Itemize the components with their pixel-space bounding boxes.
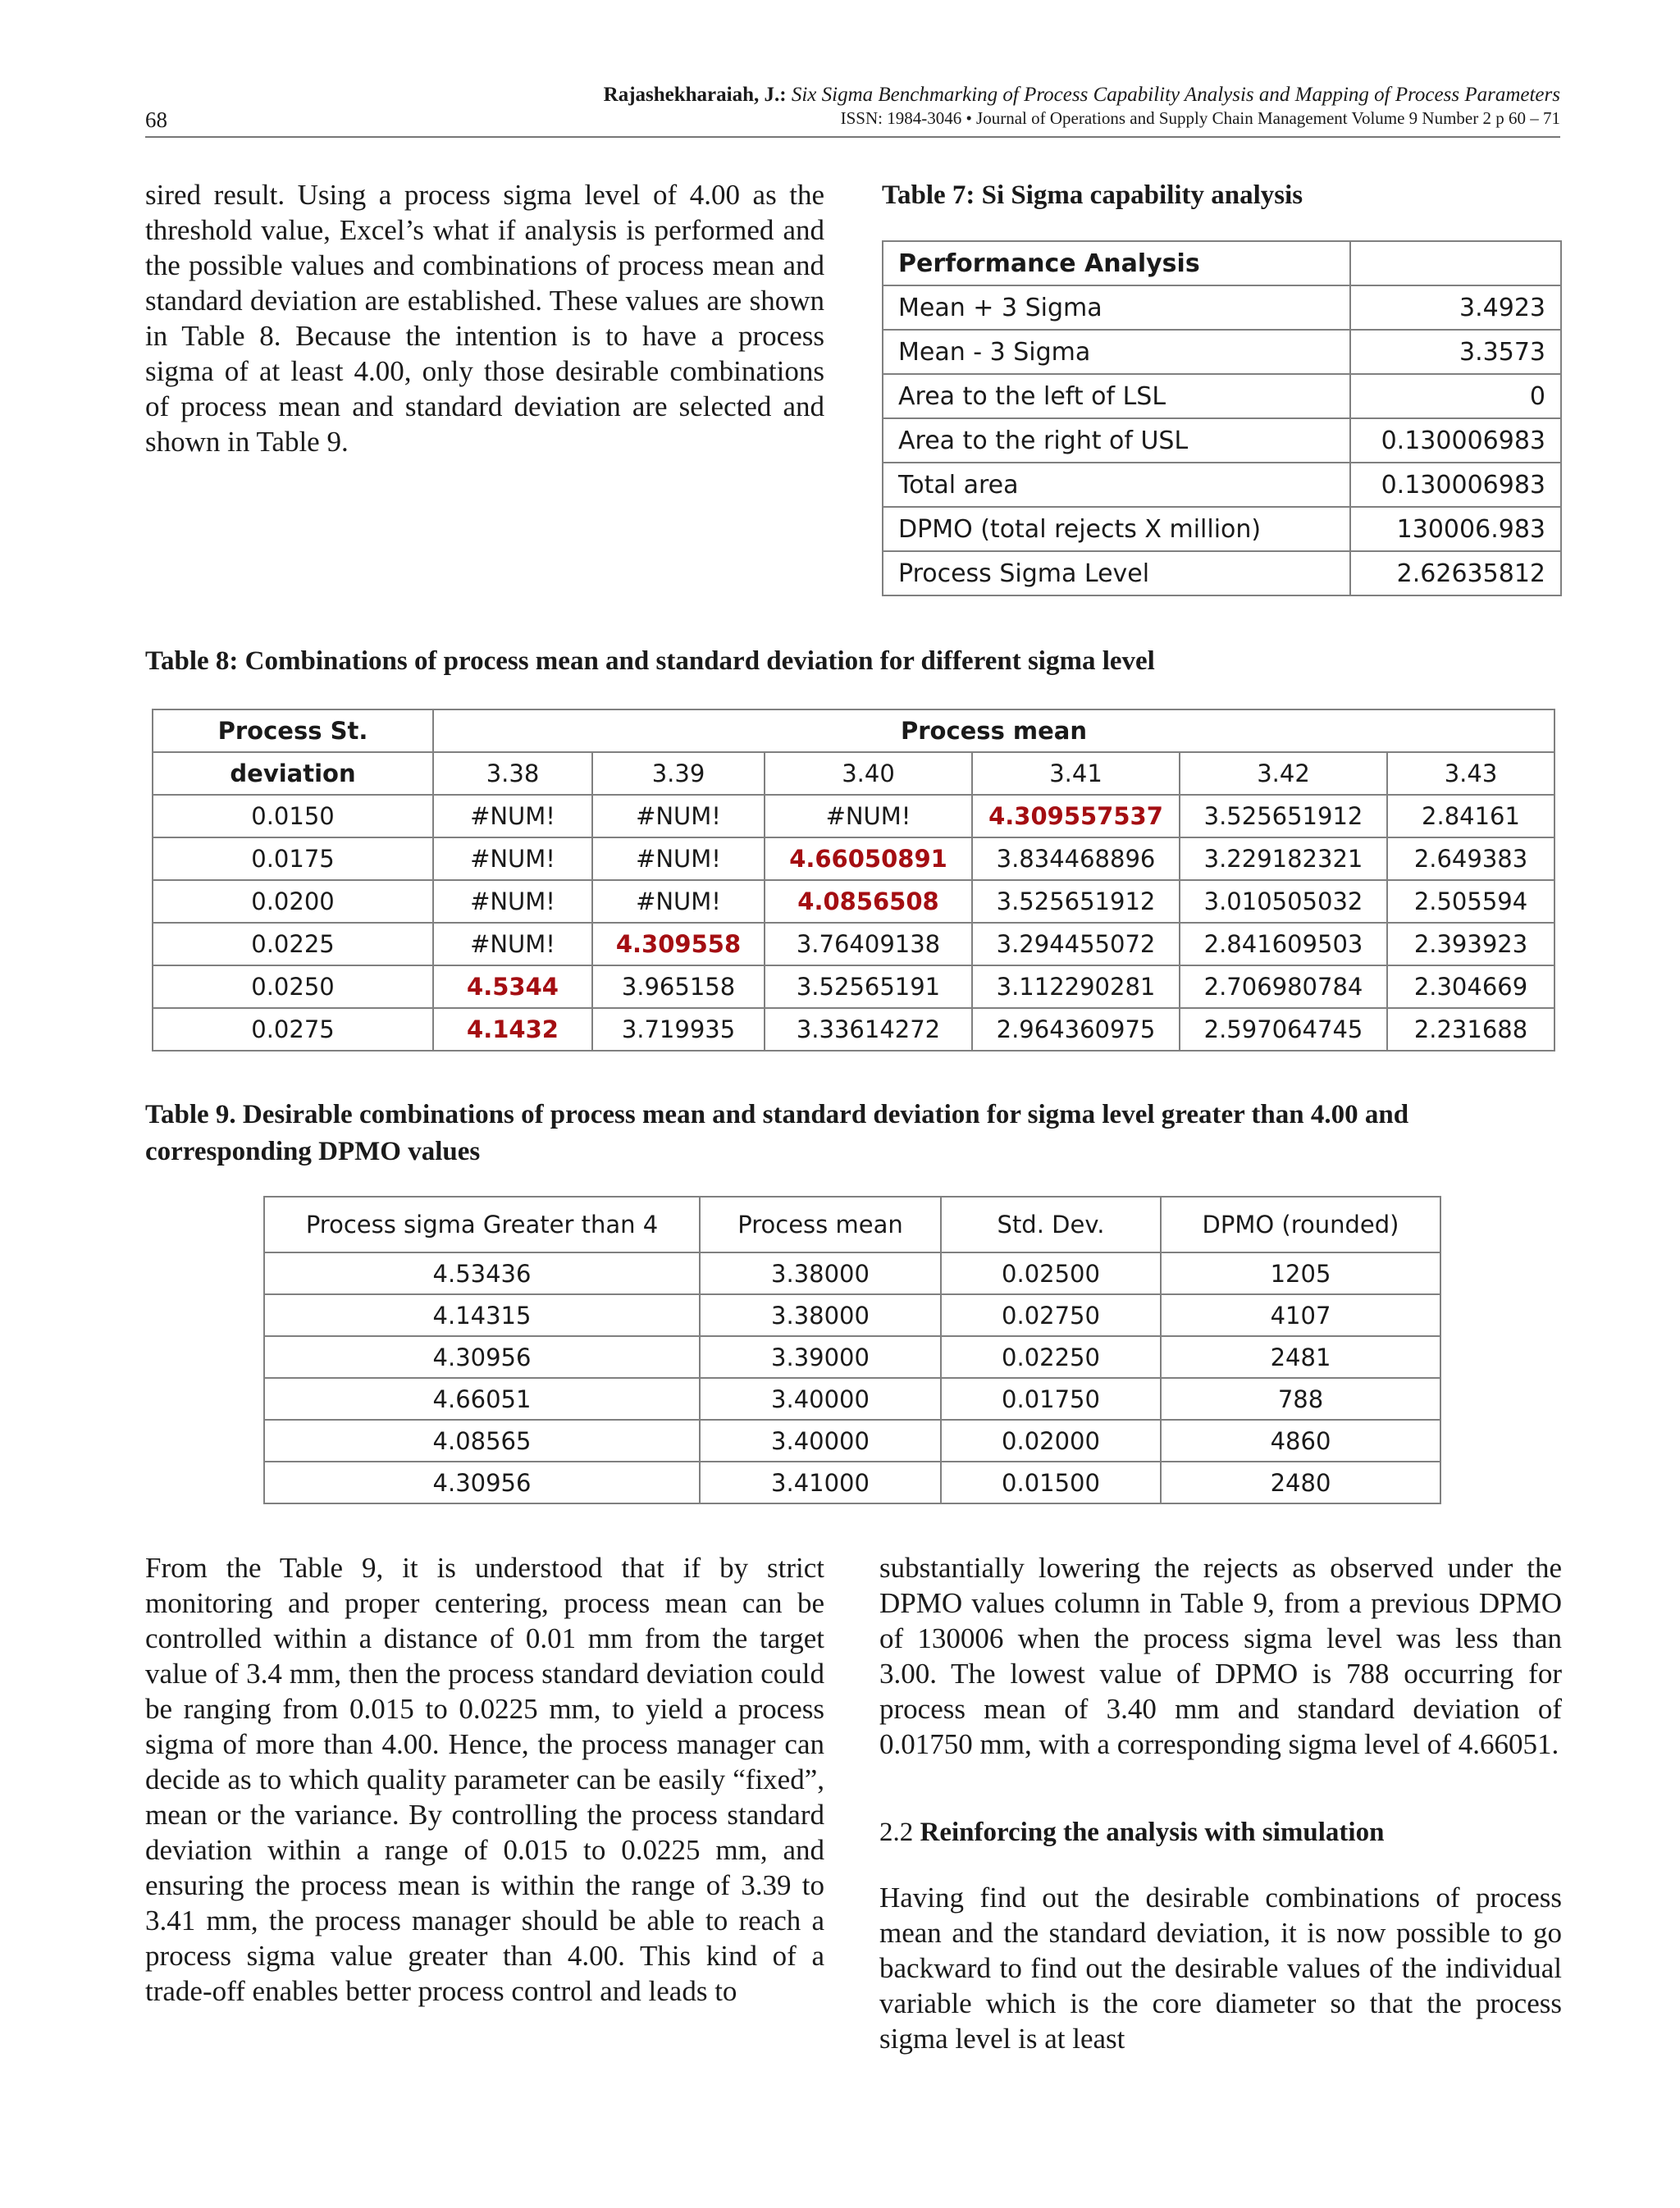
cell: 2480 [1161, 1462, 1440, 1503]
sigma-cell: 3.112290281 [972, 965, 1180, 1008]
cell: 1205 [1161, 1252, 1440, 1294]
sigma-cell: 2.84161 [1387, 795, 1554, 837]
mean-header: 3.40 [765, 752, 972, 795]
table9-header-row [264, 1197, 1440, 1252]
table8-row-header-top: Process St. [153, 709, 433, 752]
mean-header: 3.43 [1387, 752, 1554, 795]
col-header-dpmo: DPMO (rounded) [1161, 1197, 1440, 1252]
sd-value: 0.0150 [153, 795, 433, 837]
sd-value: 0.0175 [153, 837, 433, 880]
header-author: Rajashekharaiah, J.: [603, 84, 787, 106]
row-label: Mean - 3 Sigma [883, 330, 1350, 374]
col-header-mean: Process mean [700, 1197, 941, 1252]
row-value: 2.62635812 [1350, 551, 1561, 595]
table8-row-header-bottom: deviation [153, 752, 433, 795]
table8-header-row-2 [153, 752, 1554, 795]
table-row [153, 965, 1554, 1008]
sigma-cell: 3.229182321 [1180, 837, 1387, 880]
cell: 4107 [1161, 1294, 1440, 1336]
sigma-cell: 3.834468896 [972, 837, 1180, 880]
mean-header: 3.42 [1180, 752, 1387, 795]
row-label: Process Sigma Level [883, 551, 1350, 595]
table-row [264, 1420, 1440, 1462]
table-row [883, 507, 1561, 551]
table-row [153, 795, 1554, 837]
sigma-cell: #NUM! [433, 880, 592, 923]
table-row [264, 1462, 1440, 1503]
table-row [883, 551, 1561, 595]
sd-value: 0.0275 [153, 1008, 433, 1051]
sigma-cell: 3.719935 [592, 1008, 765, 1051]
sigma-cell: 2.964360975 [972, 1008, 1180, 1051]
table-row [264, 1378, 1440, 1420]
intro-paragraph: sired result. Using a process sigma level of 4.00 as the threshold value, Excel’s what if analysis is performed and the possible values and combinations of process mean and standard deviation are established. These values are shown in Table 8. Because the intention is to have a process sigma of at least 4.00, only those desirable combinations of process mean and standard deviation are selected and shown in Table 9. [145, 179, 824, 458]
sigma-cell-highlighted: 4.5344 [433, 965, 592, 1008]
section-heading [879, 1814, 1384, 1851]
row-value: 0.130006983 [1350, 418, 1561, 463]
row-label: DPMO (total rejects X million) [883, 507, 1350, 551]
table7-capability-analysis [882, 240, 1562, 596]
cell: 0.01750 [941, 1378, 1161, 1420]
sigma-cell: 2.841609503 [1180, 923, 1387, 965]
table-row [883, 285, 1561, 330]
cell: 3.41000 [700, 1462, 941, 1503]
cell: 4.08565 [264, 1420, 700, 1462]
sigma-cell: #NUM! [765, 795, 972, 837]
sigma-cell: 3.525651912 [1180, 795, 1387, 837]
table-row [153, 923, 1554, 965]
discussion-paragraph-right: substantially lowering the rejects as observed under the DPMO values column in Table 9, from a previous DPMO of 130006 when the process sigma level was less than 3.00. The lowest value of DPMO is 788 occurring for process mean of 3.40 mm and standard deviation of 0.01750 mm, with a corresponding sigma level of 4.66051. [879, 1552, 1562, 1760]
cell: 3.38000 [700, 1252, 941, 1294]
table9-desirable-combinations [263, 1196, 1441, 1504]
cell: 788 [1161, 1378, 1440, 1420]
sigma-cell: 3.33614272 [765, 1008, 972, 1051]
table8-header-row-1 [153, 709, 1554, 752]
cell: 3.38000 [700, 1294, 941, 1336]
cell: 4.30956 [264, 1336, 700, 1378]
sigma-cell: 2.304669 [1387, 965, 1554, 1008]
table-row [264, 1252, 1440, 1294]
sd-value: 0.0250 [153, 965, 433, 1008]
sigma-cell: 2.231688 [1387, 1008, 1554, 1051]
table-row [153, 837, 1554, 880]
sigma-cell-highlighted: 4.66050891 [765, 837, 972, 880]
table-row [883, 330, 1561, 374]
section-number: 2.2 [879, 1818, 914, 1847]
running-header [145, 79, 1560, 138]
header-journal: ISSN: 1984-3046 • Journal of Operations and Supply Chain Management Volume 9 Number 2 p 60 – 71 [840, 108, 1560, 128]
table7-header-empty [1350, 241, 1561, 285]
table7-header: Performance Analysis [883, 241, 1350, 285]
sigma-cell: #NUM! [592, 795, 765, 837]
table-row [153, 880, 1554, 923]
cell: 3.40000 [700, 1378, 941, 1420]
sigma-cell: #NUM! [592, 837, 765, 880]
cell: 4.53436 [264, 1252, 700, 1294]
sigma-cell-highlighted: 4.1432 [433, 1008, 592, 1051]
sigma-cell: #NUM! [433, 923, 592, 965]
col-header-stddev: Std. Dev. [941, 1197, 1161, 1252]
table9-caption: Table 9. Desirable combinations of process mean and standard deviation for sigma level greater than 4.00 and corresponding DPMO values [145, 1100, 1409, 1166]
sigma-cell: 2.649383 [1387, 837, 1554, 880]
sigma-cell: 2.597064745 [1180, 1008, 1387, 1051]
mean-header: 3.41 [972, 752, 1180, 795]
table-row [883, 463, 1561, 507]
section-title: Reinforcing the analysis with simulation [920, 1818, 1385, 1847]
cell: 0.02500 [941, 1252, 1161, 1294]
sigma-cell: #NUM! [433, 795, 592, 837]
sigma-cell-highlighted: 4.0856508 [765, 880, 972, 923]
col-header-sigma: Process sigma Greater than 4 [264, 1197, 700, 1252]
sd-value: 0.0225 [153, 923, 433, 965]
sigma-cell: 2.393923 [1387, 923, 1554, 965]
table-row [264, 1336, 1440, 1378]
page-number: 68 [145, 107, 167, 132]
header-article-title: Six Sigma Benchmarking of Process Capability Analysis and Mapping of Process Parameters [791, 84, 1560, 106]
row-label: Area to the right of USL [883, 418, 1350, 463]
table8-sigma-combinations [152, 709, 1555, 1052]
discussion-paragraph-left: From the Table 9, it is understood that if by strict monitoring and proper centering, process mean can be controlled within a distance of 0.01 mm from the target value of 3.4 mm, then the process standard deviation could be ranging from 0.015 to 0.0225 mm, to yield a process sigma of more than 4.00. Hence, the process manager can decide as to which quality parameter can be easily “fixed”, mean or the variance. By controlling the process standard deviation within a range of 0.015 to 0.0225 mm, and ensuring the process mean is within the range of 3.39 to 3.41 mm, the process manager should be able to reach a process sigma value greater than 4.00. This kind of a trade-off enables better process control and leads to [145, 1552, 824, 2007]
table7-caption: Table 7: Si Sigma capability analysis [882, 180, 1303, 210]
row-value: 0.130006983 [1350, 463, 1561, 507]
sigma-cell: 3.965158 [592, 965, 765, 1008]
cell: 3.39000 [700, 1336, 941, 1378]
cell: 0.02750 [941, 1294, 1161, 1336]
cell: 2481 [1161, 1336, 1440, 1378]
table-row [153, 1008, 1554, 1051]
sigma-cell-highlighted: 4.309557537 [972, 795, 1180, 837]
row-label: Total area [883, 463, 1350, 507]
row-value: 0 [1350, 374, 1561, 418]
cell: 3.40000 [700, 1420, 941, 1462]
cell: 4860 [1161, 1420, 1440, 1462]
table7-header-row [883, 241, 1561, 285]
sigma-cell: 2.505594 [1387, 880, 1554, 923]
row-label: Mean + 3 Sigma [883, 285, 1350, 330]
table8-caption: Table 8: Combinations of process mean and standard deviation for different sigma level [145, 646, 1155, 676]
mean-header: 3.38 [433, 752, 592, 795]
header-citation [604, 84, 1560, 107]
row-label: Area to the left of LSL [883, 374, 1350, 418]
sigma-cell-highlighted: 4.309558 [592, 923, 765, 965]
sigma-cell: #NUM! [592, 880, 765, 923]
table8-col-group-header: Process mean [433, 709, 1554, 752]
sigma-cell: 2.706980784 [1180, 965, 1387, 1008]
sigma-cell: 3.294455072 [972, 923, 1180, 965]
cell: 0.02000 [941, 1420, 1161, 1462]
row-value: 3.4923 [1350, 285, 1561, 330]
table-row [883, 418, 1561, 463]
sigma-cell: #NUM! [433, 837, 592, 880]
table-row [264, 1294, 1440, 1336]
mean-header: 3.39 [592, 752, 765, 795]
cell: 0.02250 [941, 1336, 1161, 1378]
cell: 0.01500 [941, 1462, 1161, 1503]
sigma-cell: 3.76409138 [765, 923, 972, 965]
row-value: 3.3573 [1350, 330, 1561, 374]
cell: 4.30956 [264, 1462, 700, 1503]
cell: 4.66051 [264, 1378, 700, 1420]
section-body-paragraph: Having find out the desirable combinations of process mean and the standard deviation, it is now possible to go backward to find out the desirable values of the individual variable which is the core diameter so that the process sigma level is at least [879, 1882, 1562, 2055]
sigma-cell: 3.52565191 [765, 965, 972, 1008]
sigma-cell: 3.010505032 [1180, 880, 1387, 923]
cell: 4.14315 [264, 1294, 700, 1336]
row-value: 130006.983 [1350, 507, 1561, 551]
sd-value: 0.0200 [153, 880, 433, 923]
table-row [883, 374, 1561, 418]
sigma-cell: 3.525651912 [972, 880, 1180, 923]
